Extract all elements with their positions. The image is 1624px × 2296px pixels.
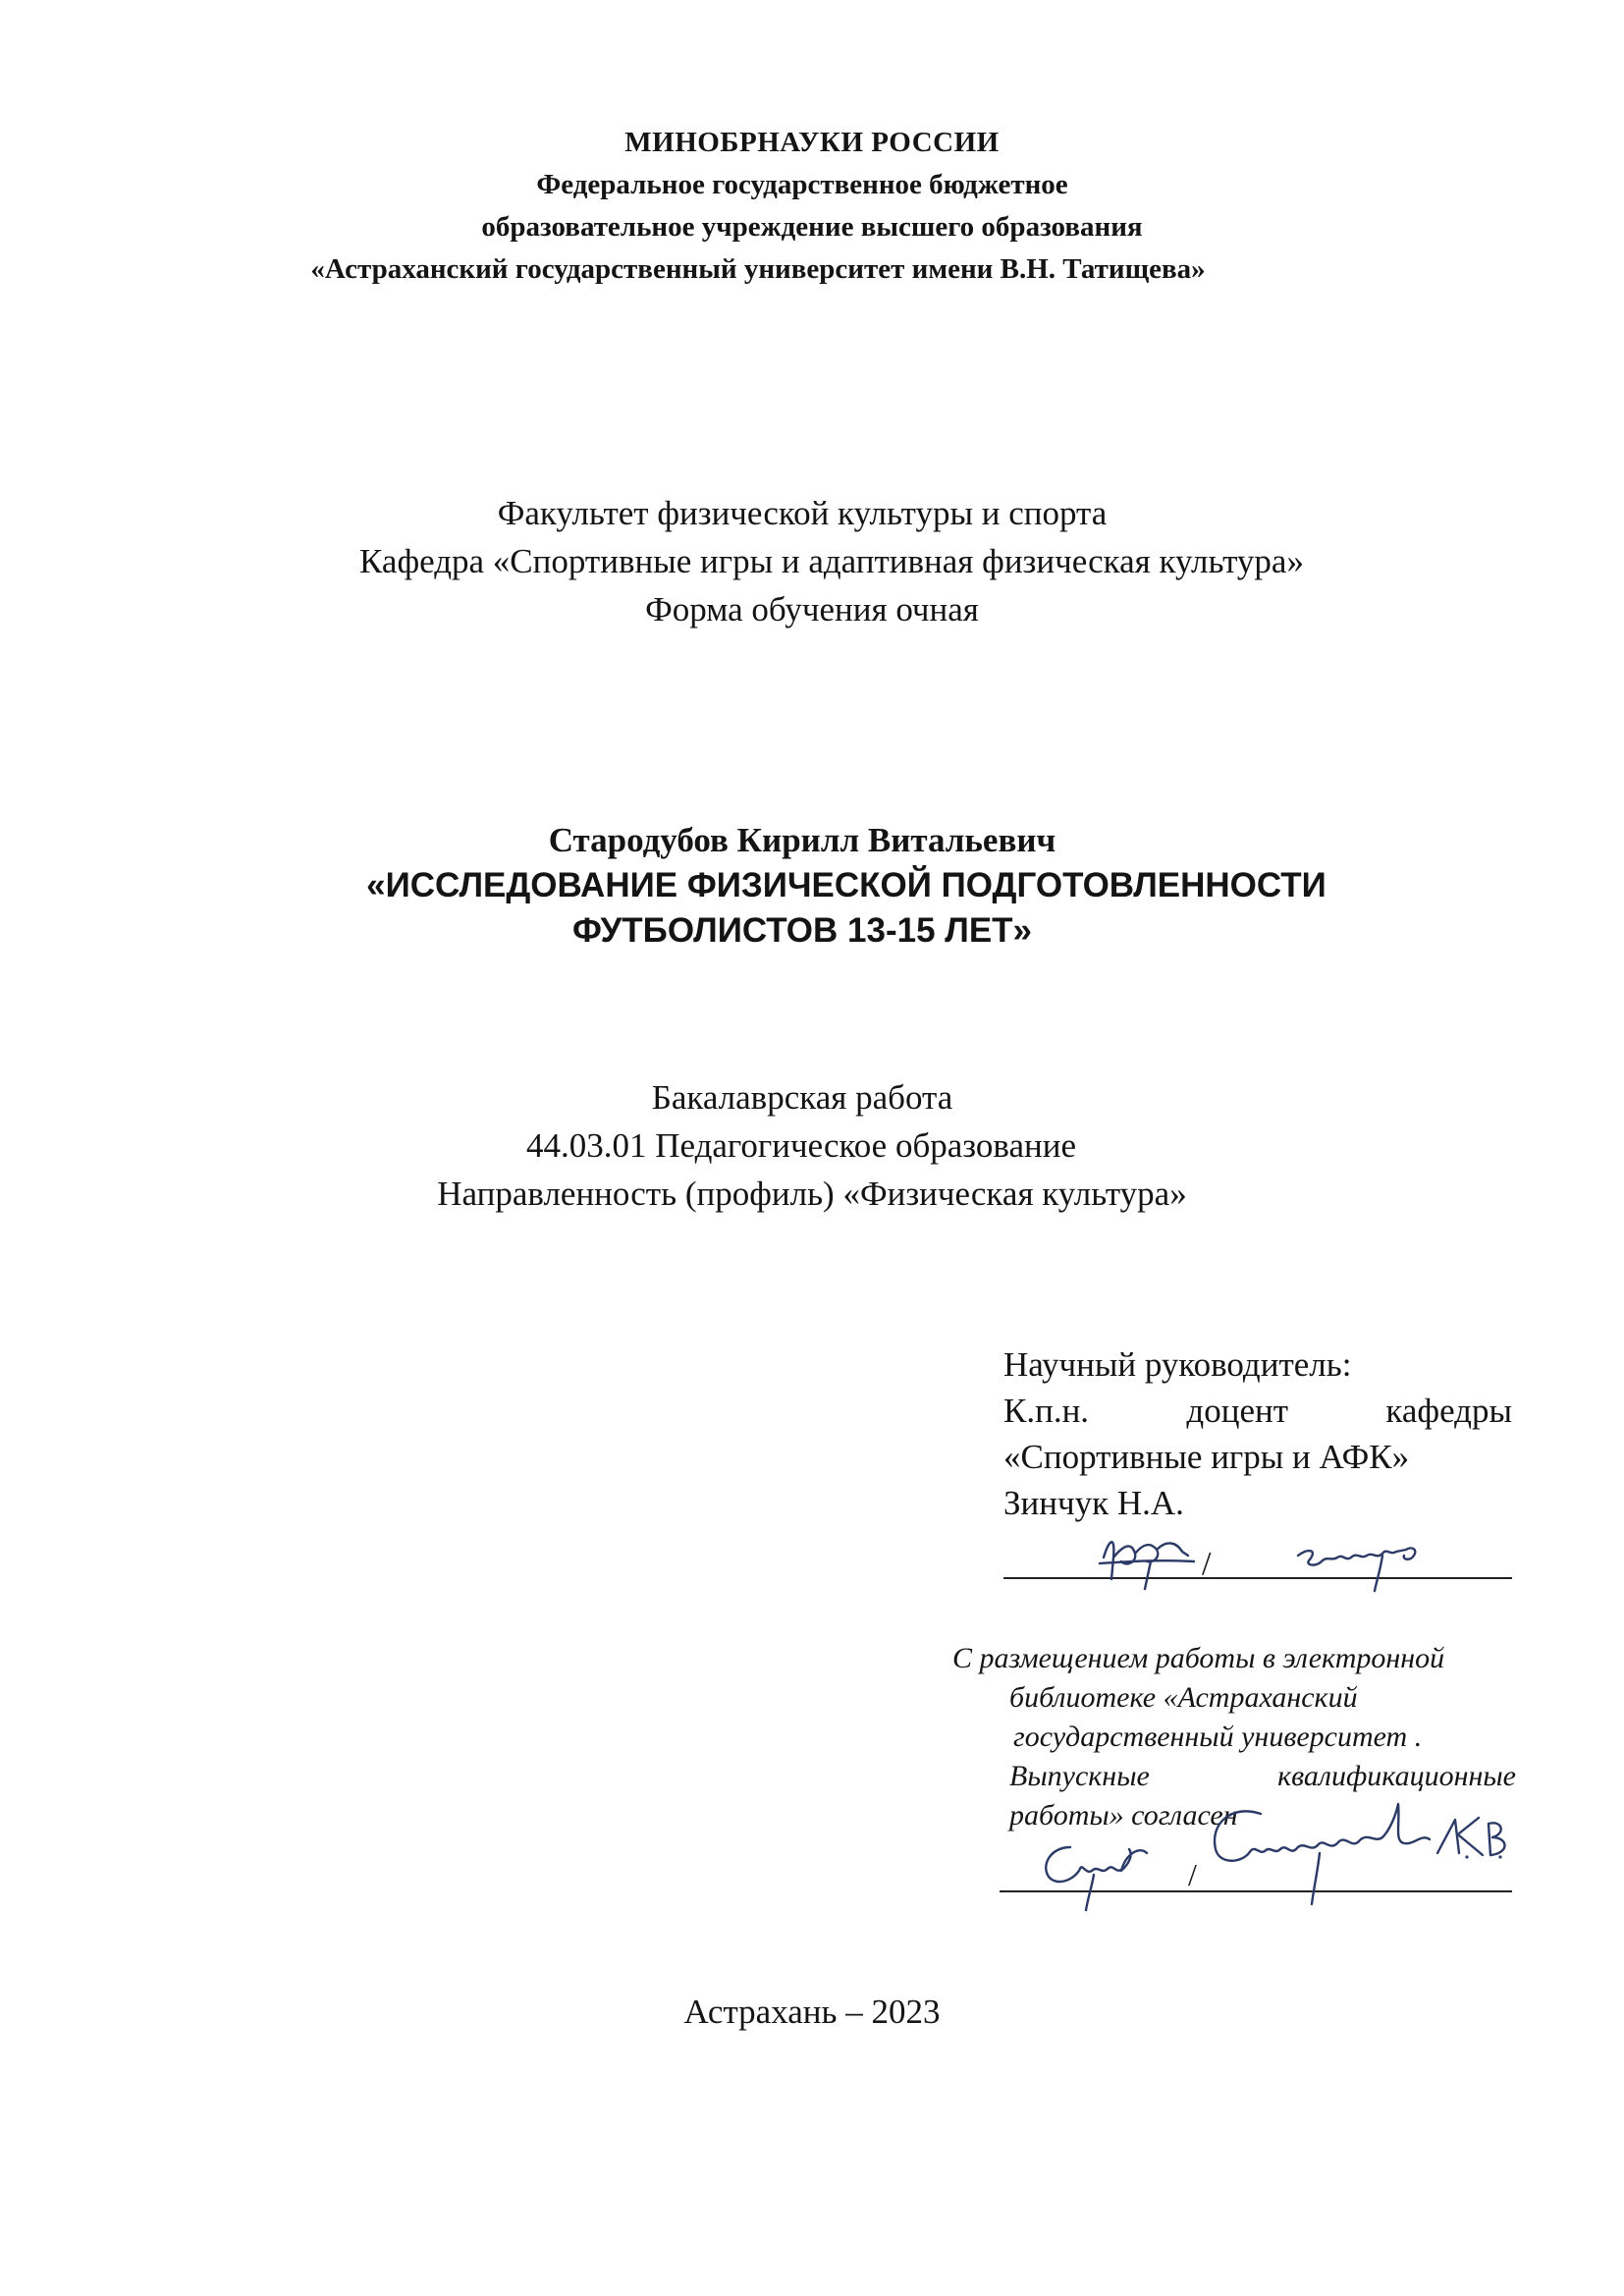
faculty-name: Факультет физической культуры и спорта [497, 494, 1108, 532]
consent-word-qualification: квалификационные [1277, 1760, 1516, 1792]
study-form: Форма обучения очная [645, 590, 979, 629]
department-name: Кафедра «Спортивные игры и адаптивная физическая культура» [359, 542, 1304, 580]
supervisor-degree: К.п.н. [1003, 1392, 1090, 1430]
supervisor-signature-line [1003, 1526, 1512, 1589]
ministry-name: МИНОБРНАУКИ РОССИИ [624, 127, 1000, 158]
supervisor-block [1003, 1341, 1514, 1589]
supervisor-of-department: кафедры [1385, 1392, 1512, 1430]
thesis-title-line1: «ИССЛЕДОВАНИЕ ФИЗИЧЕСКОЙ ПОДГОТОВЛЕННОСТИ [366, 866, 1326, 904]
institution-type-line2: образовательное учреждение высшего образования [481, 211, 1143, 243]
library-consent-block [952, 1639, 1522, 1908]
thesis-title-block [0, 818, 1624, 954]
student-signature-icon [1031, 1826, 1159, 1914]
consent-line-4 [952, 1757, 1516, 1796]
supervisor-position [1003, 1388, 1512, 1434]
author-name: Стародубов Кирилл Витальевич [548, 821, 1056, 859]
consent-line-1: С размещением работы в электронной [952, 1642, 1445, 1674]
program-code: 44.03.01 Педагогическое образование [525, 1126, 1077, 1165]
thesis-title-line2: ФУТБОЛИСТОВ 13-15 ЛЕТ» [571, 911, 1033, 950]
ministry-header [0, 122, 1624, 291]
signature-underline [1003, 1577, 1512, 1579]
faculty-block [0, 489, 1624, 633]
supervisor-name-signature-icon [1288, 1526, 1435, 1595]
consent-word-graduate: Выпускные [1009, 1760, 1150, 1792]
degree-block [0, 1073, 1624, 1218]
consent-line-5: работы» согласен [1009, 1799, 1238, 1831]
university-name: «Астраханский государственный университет имени В.Н. Татищева» [310, 253, 1206, 285]
supervisor-name: Зинчук Н.А. [1003, 1484, 1184, 1522]
work-type: Бакалаврская работа [651, 1078, 953, 1117]
supervisor-department: «Спортивные игры и АФК» [1003, 1438, 1410, 1476]
consent-line-2: библиотеке «Астраханский [1009, 1681, 1358, 1714]
city-year-footer [0, 1988, 1624, 2036]
signature-separator: / [1202, 1546, 1212, 1582]
supervisor-rank: доцент [1186, 1392, 1289, 1430]
supervisor-signature-icon [1092, 1518, 1200, 1597]
student-signature-line [952, 1830, 1522, 1908]
supervisor-heading: Научный руководитель: [1003, 1345, 1352, 1384]
program-profile: Направленность (профиль) «Физическая культура» [437, 1175, 1187, 1213]
thesis-title [0, 863, 1624, 954]
consent-line-3: государственный университет . [1013, 1721, 1423, 1753]
city-year: Астрахань – 2023 [683, 1993, 941, 2031]
student-name-signature-icon [1202, 1794, 1516, 1912]
signature-separator: / [1188, 1857, 1197, 1892]
institution-type-line1: Федеральное государственное бюджетное [536, 169, 1068, 200]
